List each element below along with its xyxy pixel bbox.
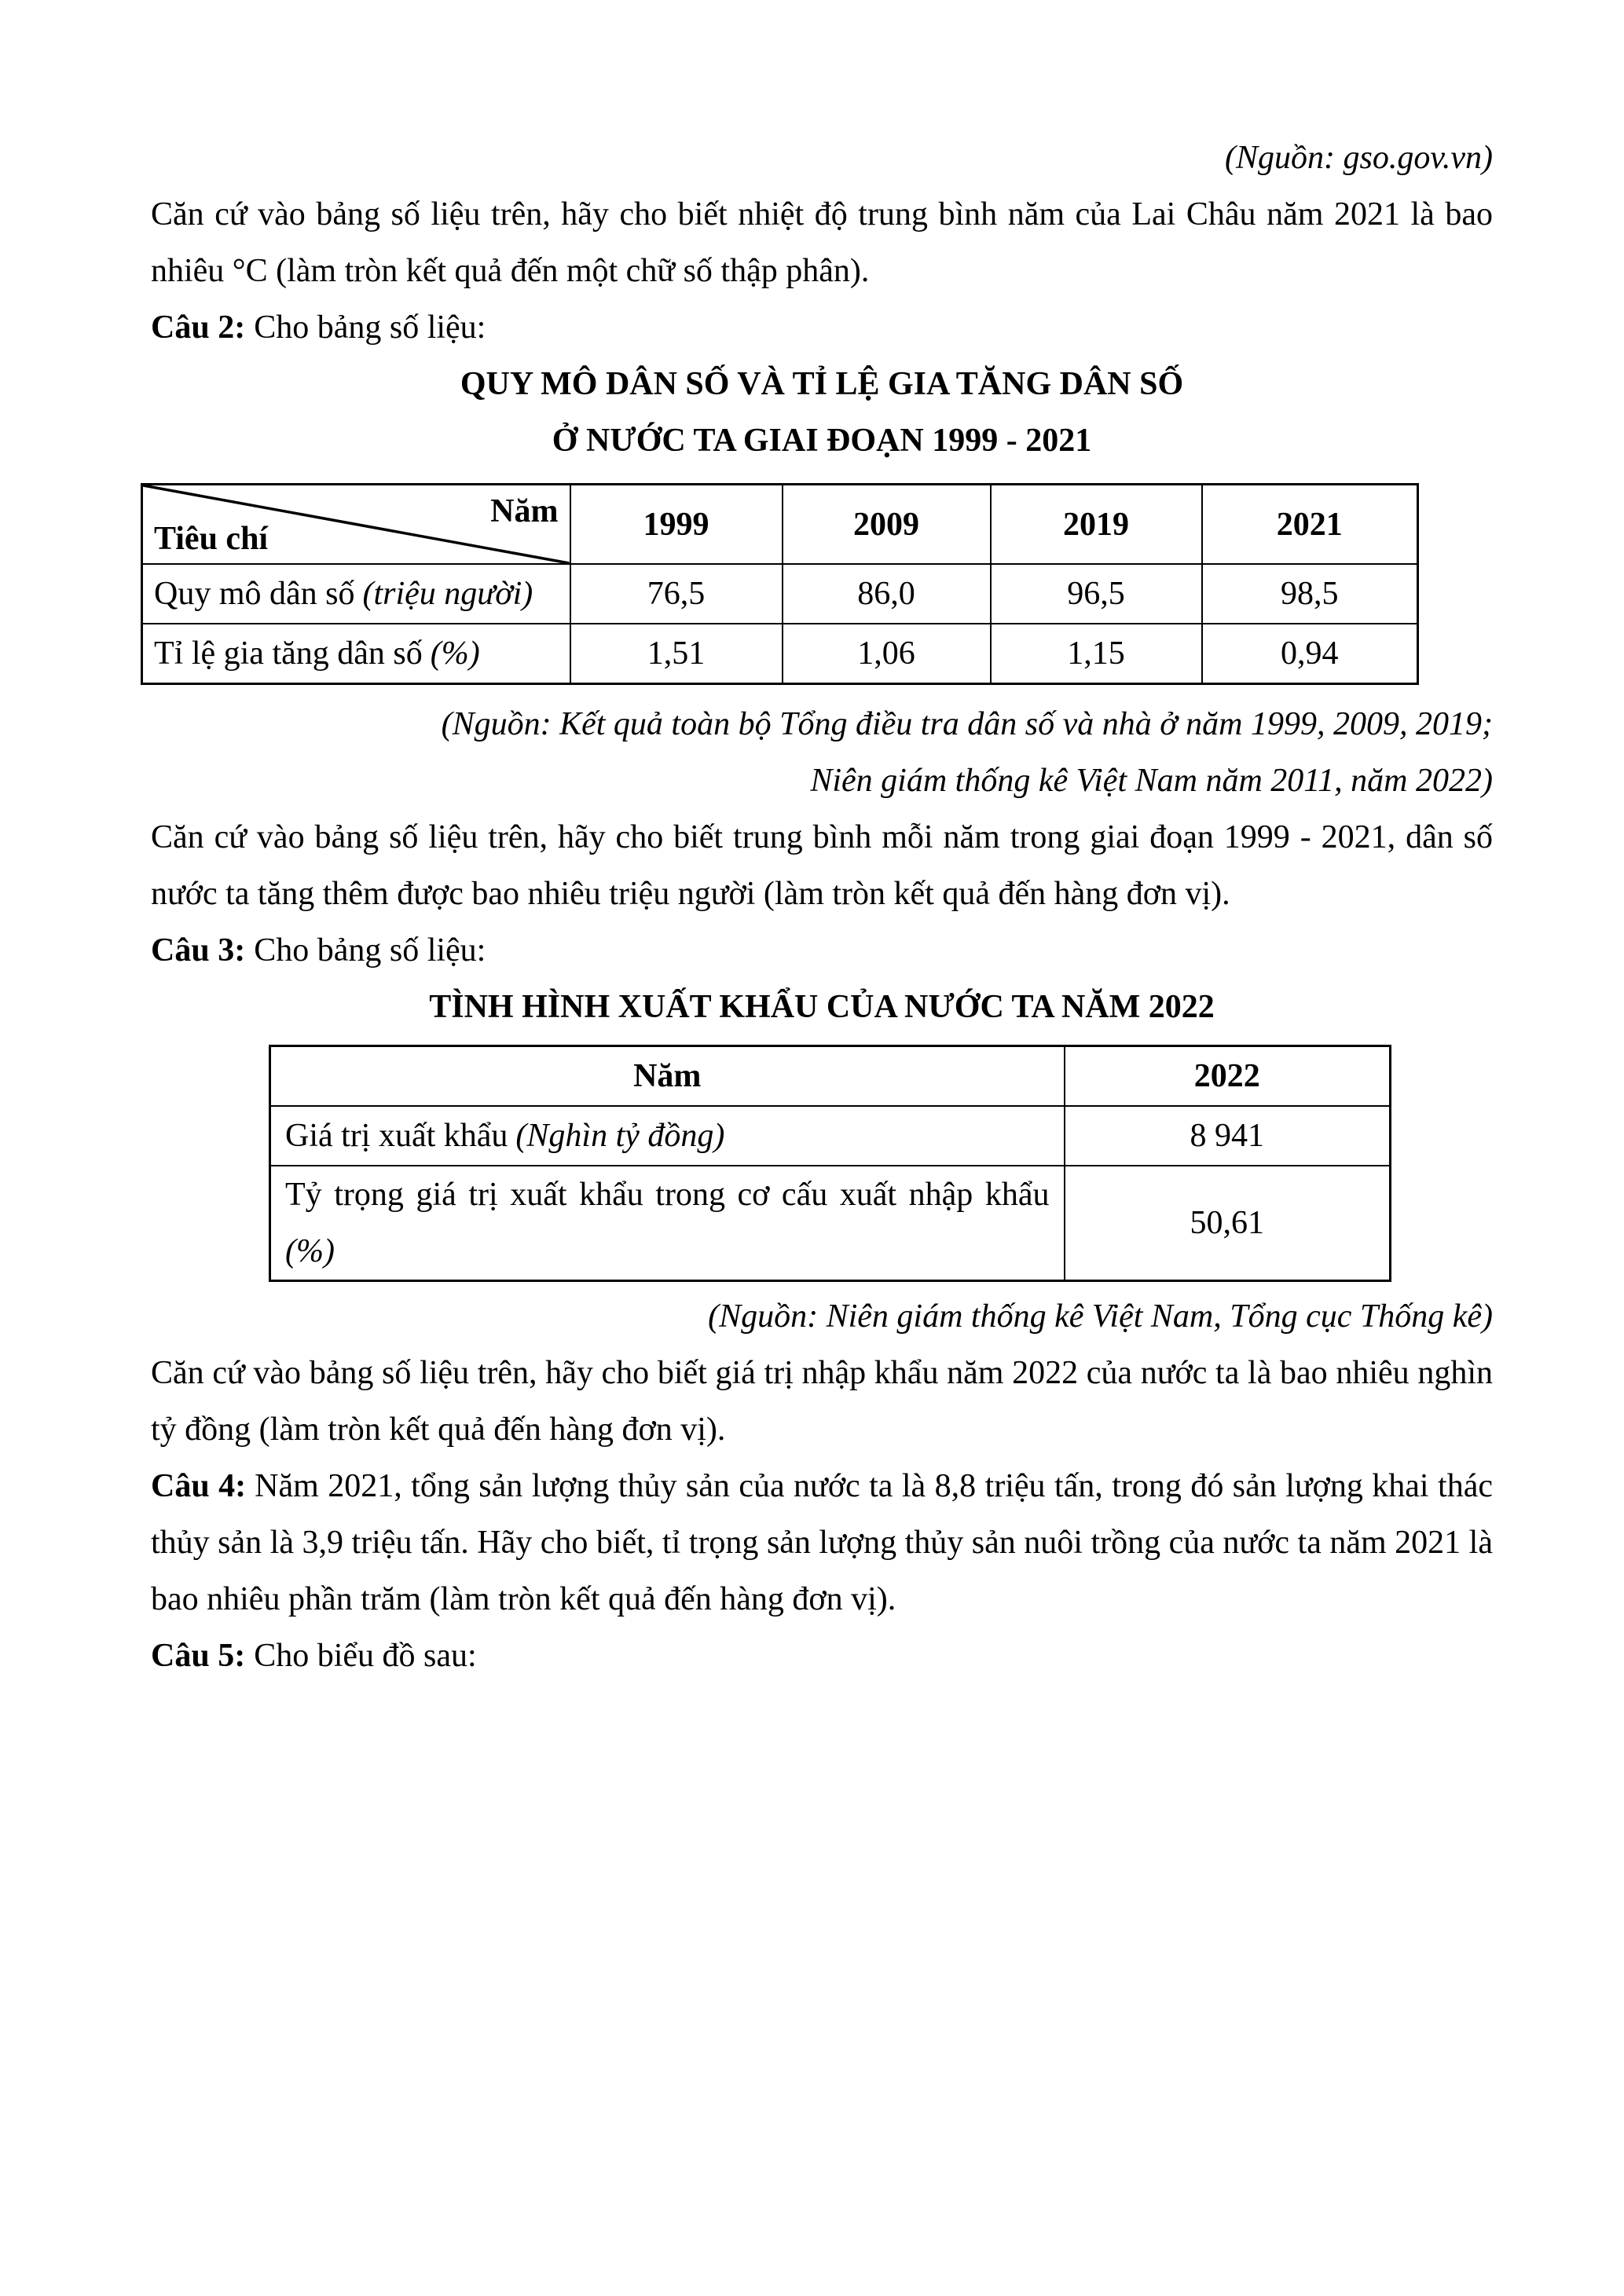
row-label (270, 1106, 1065, 1166)
cau2-intro: Cho bảng số liệu: (254, 309, 486, 346)
row-unit: (Nghìn tỷ đồng) (515, 1118, 725, 1154)
row-label-text: Quy mô dân số (154, 576, 355, 612)
cau3-label: Câu 3: (151, 932, 246, 969)
source-note-table1-line2: Niên giám thống kê Việt Nam năm 2011, năm 2022) (810, 763, 1493, 799)
year-header: 2021 (1202, 485, 1418, 565)
value-cell: 50,61 (1065, 1166, 1391, 1281)
question-cau1: Căn cứ vào bảng số liệu trên, hãy cho biết nhiệt độ trung bình năm của Lai Châu năm 2021 là bao nhiêu °C (làm tròn kết quả đến một chữ số thập phân). (151, 196, 1493, 289)
cau3-intro: Cho bảng số liệu: (254, 932, 486, 969)
table-header-row (270, 1046, 1391, 1107)
cau5-label: Câu 5: (151, 1638, 246, 1674)
export-table (269, 1045, 1391, 1282)
row-label (142, 624, 570, 684)
table2-title: TÌNH HÌNH XUẤT KHẨU CỦA NƯỚC TA NĂM 2022 (429, 989, 1215, 1025)
year-header: 2009 (783, 485, 991, 565)
year-header: 1999 (570, 485, 783, 565)
corner-label-tieu-chi: Tiêu chí (154, 521, 269, 557)
source-note-table2: (Nguồn: Niên giám thống kê Việt Nam, Tổng cục Thống kê) (708, 1298, 1493, 1335)
question-cau3: Căn cứ vào bảng số liệu trên, hãy cho biết giá trị nhập khẩu năm 2022 của nước ta là bao nhiêu nghìn tỷ đồng (làm tròn kết quả đến hàng đơn vị). (151, 1355, 1493, 1448)
table-row (270, 1106, 1391, 1166)
row-label-text: Giá trị xuất khẩu (285, 1118, 508, 1154)
cau3-heading (151, 922, 1493, 979)
cau5-heading (151, 1628, 1493, 1684)
value-cell: 98,5 (1202, 564, 1418, 624)
row-label (142, 564, 570, 624)
table-header-row (142, 485, 1418, 565)
source-note-top: (Nguồn: gso.gov.vn) (1225, 140, 1493, 176)
column-header-2022: 2022 (1065, 1046, 1391, 1107)
year-header: 2019 (991, 485, 1202, 565)
question-cau4 (151, 1458, 1493, 1628)
column-header-nam: Năm (270, 1046, 1065, 1107)
cau4-label: Câu 4: (151, 1468, 247, 1504)
population-table (141, 483, 1419, 685)
cau2-heading (151, 299, 1493, 356)
row-label-text: Tỷ trọng giá trị xuất khẩu trong cơ cấu xuất nhập khẩu (285, 1177, 1050, 1213)
value-cell: 1,51 (570, 624, 783, 684)
value-cell: 0,94 (1202, 624, 1418, 684)
table-row (270, 1166, 1391, 1281)
row-label (270, 1166, 1065, 1281)
table-row (142, 564, 1418, 624)
row-unit: (triệu người) (362, 576, 533, 612)
cau2-label: Câu 2: (151, 309, 246, 346)
value-cell: 96,5 (991, 564, 1202, 624)
row-unit: (%) (430, 635, 480, 672)
value-cell: 1,15 (991, 624, 1202, 684)
row-unit: (%) (285, 1233, 335, 1269)
value-cell: 86,0 (783, 564, 991, 624)
source-note-table1-line1: (Nguồn: Kết quả toàn bộ Tổng điều tra dân số và nhà ở năm 1999, 2009, 2019; (441, 706, 1493, 742)
table-row (142, 624, 1418, 684)
table1-title-line1: QUY MÔ DÂN SỐ VÀ TỈ LỆ GIA TĂNG DÂN SỐ (460, 366, 1184, 402)
corner-label-nam: Năm (490, 493, 559, 529)
row-label-text: Tỉ lệ gia tăng dân số (154, 635, 423, 672)
cau5-text: Cho biểu đồ sau: (254, 1638, 477, 1674)
question-cau2: Căn cứ vào bảng số liệu trên, hãy cho biết trung bình mỗi năm trong giai đoạn 1999 - 2021, dân số nước ta tăng thêm được bao nhiêu triệu người (làm tròn kết quả đến hàng đơn vị). (151, 819, 1493, 912)
value-cell: 76,5 (570, 564, 783, 624)
value-cell: 8 941 (1065, 1106, 1391, 1166)
table-corner-cell (142, 485, 570, 565)
value-cell: 1,06 (783, 624, 991, 684)
cau4-text: Năm 2021, tổng sản lượng thủy sản của nước ta là 8,8 triệu tấn, trong đó sản lượng khai thác thủy sản là 3,9 triệu tấn. Hãy cho biết, tỉ trọng sản lượng thủy sản nuôi trồng của nước ta năm 2021 là bao nhiêu phần trăm (làm tròn kết quả đến hàng đơn vị). (151, 1468, 1493, 1617)
table1-title-line2: Ở NƯỚC TA GIAI ĐOẠN 1999 - 2021 (552, 423, 1092, 459)
